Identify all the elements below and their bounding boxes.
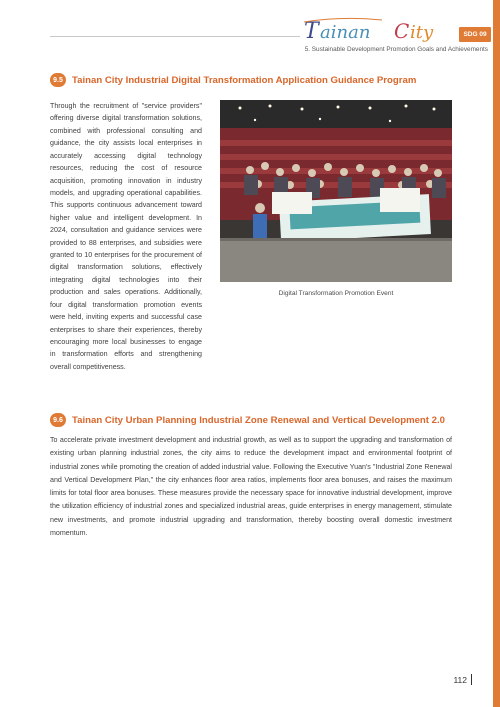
section-title: Tainan City Industrial Digital Transformation Application Guidance Program bbox=[72, 74, 417, 86]
side-accent-stripe bbox=[493, 0, 500, 707]
section-number-badge: 9.5 bbox=[50, 73, 66, 87]
event-photo bbox=[220, 100, 452, 282]
header-subtitle: 5. Sustainable Development Promotion Goals and Achievements bbox=[304, 46, 488, 53]
sdg-badge: SDG 09 bbox=[459, 27, 491, 42]
page-number-divider bbox=[471, 674, 472, 685]
section-9-5-heading bbox=[50, 73, 416, 87]
section-number-badge: 9.6 bbox=[50, 413, 66, 427]
section-9-6-heading bbox=[50, 413, 445, 427]
section-title: Tainan City Urban Planning Industrial Zone Renewal and Vertical Development 2.0 bbox=[72, 414, 445, 426]
photo-caption: Digital Transformation Promotion Event bbox=[278, 290, 394, 297]
logo-text-ainan: ainan bbox=[320, 22, 371, 43]
header-divider bbox=[50, 36, 300, 37]
logo-text-c: C bbox=[394, 19, 410, 43]
section-9-6-body: To accelerate private investment development and industrial growth, as well as to support the upgrading and transformation of existing urban planning industrial zones, the city aims to reduce the development impact and environmental footprint of industrial zones while promoting the creation of added industrial value. Following the Executive Yuan's "Industrial Zone Renewal and Vertical Development Plan," the city enhances floor area ratios, implements floor area bonuses, and raises the maximum limits for total floor area bonuses. These measures provide the necessary space for innovative industrial development, improve the utilization efficiency of industrial zones and specialized industrial areas, guide enterprises in energy management, stimulate new investments, and promote industrial upgrading and transformation, thereby boosting overall domestic investment momentum. bbox=[50, 436, 452, 538]
tainan-city-logo bbox=[302, 14, 462, 44]
page-number: 112 bbox=[453, 675, 467, 685]
logo-text-tainan: T bbox=[304, 19, 319, 44]
section-9-5-body: Through the recruitment of "service providers" offering diverse digital transformation solutions, combined with professional consulting and guidance, the city assists local enterprises in accurately accessing digital technology resources, reducing the cost of resource acquisition, promoting innovation in industry models, and upgrading operational capabilities. This supports continuous advancement toward higher value and intelligent development. In 2024, consultation and guidance services were provided to 88 enterprises, and subsidies were granted to 10 enterprises for the procurement of digital transformation solutions, effectively integrating digital technologies into their production and sales operations. Additionally, four digital transformation promotion events were held, inviting experts and successful case enterprises to share their experiences, thereby encouraging more local businesses to engage in transformation efforts and strengthening overall competitiveness. bbox=[50, 102, 202, 371]
logo-text-ity: ity bbox=[410, 22, 434, 43]
